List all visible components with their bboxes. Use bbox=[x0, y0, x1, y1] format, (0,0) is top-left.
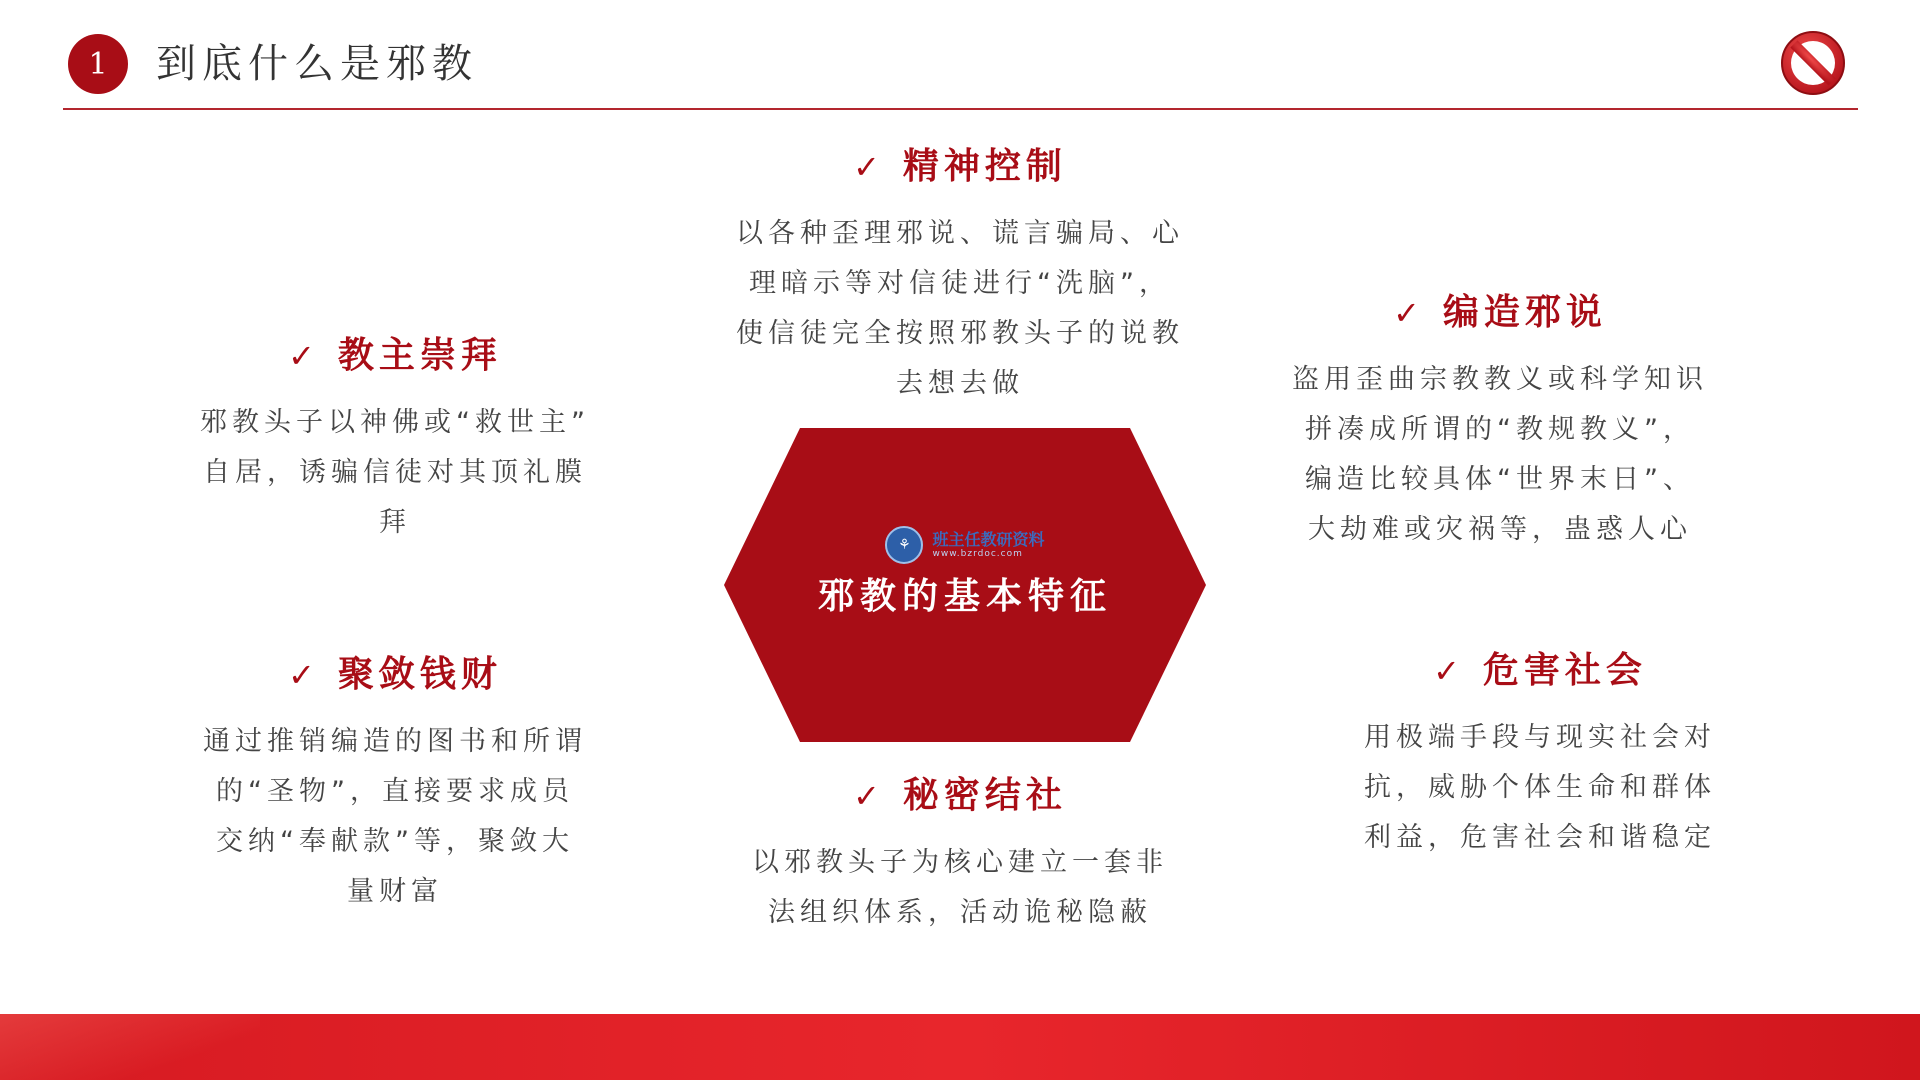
feature-heading bbox=[690, 772, 1230, 820]
feature-title: 危害社会 bbox=[1482, 650, 1647, 691]
description-line: 通过推销编造的图书和所谓 bbox=[203, 726, 587, 757]
description-line: 去想去做 bbox=[896, 368, 1024, 399]
description-line: 交纳“奉献款”等，聚敛大 bbox=[216, 826, 574, 857]
feature-description bbox=[1230, 355, 1770, 555]
section-number-badge: 1 bbox=[68, 34, 128, 94]
description-line: 盗用歪曲宗教教义或科学知识 bbox=[1292, 364, 1708, 395]
watermark-name: 班主任教研资料 bbox=[932, 530, 1045, 549]
description-line: 抗，威胁个体生命和群体 bbox=[1364, 772, 1716, 803]
feature-title: 精神控制 bbox=[902, 146, 1067, 187]
feature-heading bbox=[1300, 647, 1780, 695]
center-title: 邪教的基本特征 bbox=[817, 576, 1112, 617]
watermark bbox=[724, 526, 1206, 564]
footer-decoration bbox=[0, 1014, 260, 1080]
check-icon: ✓ bbox=[1433, 652, 1465, 690]
description-line: 利益，危害社会和谐稳定 bbox=[1364, 822, 1716, 853]
no-entry-icon bbox=[1780, 30, 1846, 96]
description-line: 拼凑成所谓的“教规教义”， bbox=[1305, 414, 1695, 445]
header-divider bbox=[63, 108, 1858, 110]
feature-heading bbox=[160, 332, 630, 380]
description-line: 用极端手段与现实社会对 bbox=[1364, 722, 1716, 753]
feature-fabricated-doctrine bbox=[1230, 289, 1770, 555]
feature-heading bbox=[1230, 289, 1770, 337]
feature-description bbox=[690, 838, 1230, 938]
description-line: 自居，诱骗信徒对其顶礼膜 bbox=[203, 457, 587, 488]
watermark-logo-icon: ⚘ bbox=[885, 526, 923, 564]
description-line: 使信徒完全按照邪教头子的说教 bbox=[736, 318, 1184, 349]
feature-leader-worship bbox=[160, 332, 630, 548]
feature-title: 秘密结社 bbox=[902, 775, 1067, 816]
footer-band bbox=[0, 1014, 1920, 1080]
feature-secret-society bbox=[690, 772, 1230, 938]
feature-heading bbox=[160, 651, 630, 699]
description-line: 邪教头子以神佛或“救世主” bbox=[200, 407, 590, 438]
description-line: 以邪教头子为核心建立一套非 bbox=[752, 847, 1168, 878]
check-icon: ✓ bbox=[288, 656, 320, 694]
page-title: 到底什么是邪教 bbox=[156, 41, 478, 87]
feature-description bbox=[1300, 713, 1780, 863]
feature-heading bbox=[690, 143, 1230, 191]
check-icon: ✓ bbox=[288, 337, 320, 375]
feature-social-harm bbox=[1300, 647, 1780, 863]
description-line: 法组织体系，活动诡秘隐蔽 bbox=[768, 897, 1152, 928]
center-hexagon bbox=[724, 428, 1206, 742]
description-line: 编造比较具体“世界末日”、 bbox=[1305, 464, 1695, 495]
feature-description bbox=[160, 717, 630, 917]
description-line: 的“圣物”，直接要求成员 bbox=[216, 776, 574, 807]
check-icon: ✓ bbox=[1393, 294, 1425, 332]
feature-mind-control bbox=[690, 143, 1230, 409]
description-line: 以各种歪理邪说、谎言骗局、心 bbox=[736, 218, 1184, 249]
feature-description bbox=[160, 398, 630, 548]
feature-title: 编造邪说 bbox=[1442, 292, 1607, 333]
description-line: 量财富 bbox=[347, 876, 443, 907]
check-icon: ✓ bbox=[853, 777, 885, 815]
description-line: 拜 bbox=[379, 507, 411, 538]
description-line: 理暗示等对信徒进行“洗脑”， bbox=[749, 268, 1171, 299]
feature-description bbox=[690, 209, 1230, 409]
check-icon: ✓ bbox=[853, 148, 885, 186]
feature-money-gathering bbox=[160, 651, 630, 917]
feature-title: 聚敛钱财 bbox=[337, 654, 502, 695]
feature-title: 教主崇拜 bbox=[337, 335, 502, 376]
watermark-url: www.bzrdoc.com bbox=[932, 549, 1023, 559]
description-line: 大劫难或灾祸等，蛊惑人心 bbox=[1308, 514, 1692, 545]
